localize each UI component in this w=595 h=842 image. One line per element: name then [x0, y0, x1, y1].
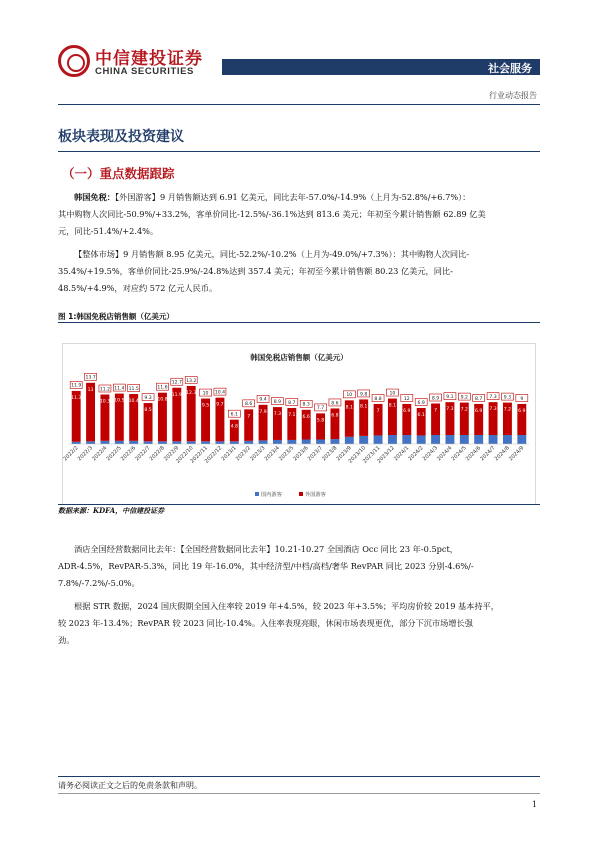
paragraph-korea-foreign: [58, 189, 540, 240]
x-tick-label: 2024/1: [393, 445, 411, 463]
data-label-foreign: 7: [376, 408, 380, 414]
x-tick-label: 2022/7: [134, 445, 152, 463]
data-label-total: 10: [202, 391, 209, 397]
data-label-foreign: 6.8: [331, 413, 339, 419]
paragraph-text: 【整体市场】9 月销售额 8.95 亿美元，同比-52.2%/-10.2%（上月为-49.0%/+7.3%）：其中购物人次同比-: [74, 249, 470, 259]
data-label-foreign: 7.3: [446, 407, 454, 413]
data-label-foreign: 10.4: [128, 399, 139, 405]
bar-domestic: [374, 435, 383, 444]
paragraph-text: 较 2023 年-13.4%；RevPAR 较 2023 同比-10.4%。入住率表现亮眼，休闲市场表现更优，部分下沉市场增长强: [58, 618, 473, 628]
legend-swatch-domestic: [255, 492, 259, 496]
data-label-foreign: 10.3: [99, 399, 111, 405]
data-label-foreign: 6.6: [302, 414, 310, 420]
bar-domestic: [273, 440, 282, 444]
paragraph-text: 其中购物人次同比-50.9%/+33.2%，客单价同比-12.5%/-36.1%达到 813.6 美元；年初至今累计销售额 62.89 亿美: [58, 209, 486, 219]
data-label-total: 9.4: [259, 397, 267, 403]
chart-title: 韩国免税店销售额（亿美元）: [250, 353, 348, 362]
data-label-total: 12: [403, 396, 410, 402]
bar-domestic: [330, 439, 339, 444]
data-label-total: 7.7: [316, 406, 325, 412]
x-tick-label: 2024/5: [450, 445, 468, 463]
data-label-foreign: 7.3: [489, 407, 497, 413]
subsection-title: （一）重点数据跟踪: [62, 166, 175, 181]
bar-domestic: [144, 441, 153, 444]
data-label-total: 11.9: [71, 383, 82, 389]
bar-domestic: [417, 435, 426, 444]
bar-domestic: [100, 441, 109, 444]
x-tick-label: 2023/2: [234, 445, 253, 463]
data-label-total: 6.9: [417, 400, 425, 406]
x-tick-label: 2023/9: [335, 445, 353, 463]
bar-foreign: [230, 420, 239, 442]
data-label-foreign: 10.5: [114, 398, 125, 404]
x-tick-label: 2023/11: [361, 445, 382, 465]
bar-domestic: [158, 441, 167, 444]
section-divider: [58, 151, 540, 152]
legend-label-domestic: 国内游客: [261, 492, 282, 498]
section-title: 板块表现及投资建议: [58, 129, 184, 145]
x-tick-label: 2023/4: [263, 445, 281, 463]
legend-swatch-foreign: [299, 492, 303, 496]
bar-domestic: [388, 435, 397, 444]
bar-domestic: [72, 442, 81, 444]
bar-domestic: [287, 440, 296, 444]
footer-divider-2: [58, 793, 540, 794]
data-label-foreign: 7.9: [259, 409, 267, 415]
bar-domestic: [359, 436, 368, 444]
x-tick-label: 2024/6: [464, 445, 483, 463]
x-tick-label: 2022/3: [76, 445, 94, 463]
x-tick-label: 2023/12: [376, 445, 396, 465]
figure-source: 数据来源：KDFA，中信建投证券: [58, 506, 165, 515]
data-label-total: 9.3: [503, 395, 512, 401]
data-label-total: 10: [389, 391, 396, 397]
data-label-total: 9.8: [360, 392, 368, 398]
data-label-foreign: 9.7: [216, 402, 224, 408]
paragraph-hotel-weekly: [58, 541, 540, 592]
data-label-foreign: 8.1: [360, 404, 368, 410]
x-tick-label: 2023/3: [249, 445, 267, 463]
bar-domestic: [259, 440, 268, 444]
bar-domestic: [474, 435, 483, 444]
bar-domestic: [172, 441, 181, 444]
data-label-total: 9.1: [446, 394, 454, 400]
data-label-foreign: 12.3: [186, 390, 197, 396]
x-tick-label: 2022/2: [63, 445, 80, 463]
figure-caption: 图 1:韩国免税店销售额（亿美元）: [58, 312, 174, 321]
bar-domestic: [460, 435, 469, 444]
x-tick-label: 2022/12: [203, 445, 224, 465]
bar-domestic: [316, 440, 325, 445]
data-label-total: 8.7: [288, 400, 296, 406]
logo-en-text: CHINA SECURITIES: [95, 66, 194, 77]
data-label-foreign: 6.9: [518, 408, 526, 414]
x-tick-label: 2022/5: [105, 445, 123, 463]
data-label-foreign: 8.1: [345, 405, 353, 411]
bar-domestic: [129, 441, 138, 444]
bar-domestic: [431, 435, 440, 444]
x-tick-label: 2022/10: [175, 445, 195, 465]
x-tick-label: 2022/11: [189, 445, 209, 465]
data-label-total: 7.3: [489, 394, 497, 400]
bar-domestic: [345, 437, 354, 444]
bar-domestic: [115, 441, 124, 444]
header-bar: [222, 59, 540, 75]
x-tick-label: 2022/9: [163, 445, 181, 463]
x-tick-label: 2023/10: [347, 445, 368, 465]
paragraph-text: ADR-4.5%，RevPAR-5.3%，同比 19 年-16.0%，其中经济型/中档/高档/奢华 RevPAR 同比 2023 分别-4.6%/-: [58, 561, 474, 571]
data-label-foreign: 7: [247, 414, 251, 420]
data-label-foreign: 10.8: [157, 397, 168, 403]
data-label-foreign: 6.9: [403, 408, 411, 414]
logo-cn-text: 中信建投证券: [95, 49, 203, 69]
paragraph-str-data: [58, 598, 540, 649]
data-label-total: 11.6: [157, 385, 168, 391]
bar-domestic: [302, 440, 311, 445]
data-label-total: 13.2: [186, 378, 197, 384]
header-divider: [58, 104, 540, 105]
x-tick-label: 2023/1: [220, 445, 238, 463]
data-label-foreign: 7.3: [273, 412, 282, 418]
data-label-total: 9.2: [460, 395, 468, 401]
data-label-total: 6.1: [230, 412, 238, 418]
data-label-total: 11.5: [128, 386, 139, 392]
data-label-total: 8.7: [475, 396, 483, 402]
bar-domestic: [402, 435, 411, 444]
x-tick-label: 2023/6: [292, 445, 310, 463]
data-label-total: 8.9: [273, 399, 282, 405]
data-label-foreign: 8.1: [388, 403, 397, 409]
duty-free-sales-chart: [63, 344, 535, 504]
data-label-total: 8.3: [302, 402, 310, 408]
data-label-total: 11.4: [114, 386, 125, 392]
x-tick-label: 2022/8: [148, 445, 166, 463]
x-tick-label: 2022/6: [119, 445, 138, 463]
bar-foreign: [316, 413, 325, 439]
data-label-foreign: 6.1: [417, 413, 425, 418]
paragraph-text: 7.8%/-7.2%/-5.0%。: [58, 578, 140, 588]
x-tick-label: 2022/4: [91, 445, 109, 463]
data-label-total: 8.8: [374, 396, 382, 402]
data-label-foreign: 7: [434, 408, 438, 414]
data-label-foreign: 7.1: [288, 413, 296, 418]
data-label-total: 9: [520, 396, 524, 402]
data-label-foreign: 4.8: [230, 424, 238, 430]
footer-divider: [58, 776, 540, 777]
data-label-total: 8.6: [331, 401, 339, 407]
data-label-total: 9.3: [144, 395, 152, 401]
bar-domestic: [244, 441, 253, 444]
data-label-foreign: 6.9: [475, 408, 483, 414]
bar-domestic: [517, 435, 526, 444]
x-tick-label: 2024/3: [421, 445, 439, 463]
page-number: 1: [531, 800, 537, 809]
data-label-foreign: 11.9: [171, 392, 182, 398]
data-label-foreign: 13: [87, 387, 94, 393]
data-label-total: 10: [346, 393, 353, 399]
x-tick-label: 2023/5: [278, 445, 296, 463]
legend-label-foreign: 外国游客: [305, 492, 326, 498]
paragraph-lead: 韩国免税：: [74, 192, 115, 202]
bar-domestic: [215, 441, 224, 444]
paragraph-text: 根据 STR 数据，2024 国庆假期全国入住率较 2019 年+4.5%，较 2023 年+3.5%；平均房价较 2019 基本持平，: [74, 601, 499, 611]
data-label-foreign: 7.2: [503, 407, 512, 413]
x-tick-label: 2023/7: [306, 445, 324, 463]
x-tick-label: 2024/8: [493, 445, 511, 463]
data-label-total: 12.7: [171, 380, 182, 386]
data-label-total: 8.6: [245, 402, 253, 408]
data-label-total: 8.9: [431, 396, 440, 402]
x-tick-label: 2024/9: [508, 445, 526, 463]
paragraph-text: 元，同比-51.4%/+2.4%。: [58, 226, 159, 236]
chart-container: [62, 343, 536, 505]
data-label-foreign: 7.2: [460, 407, 468, 413]
figure-bottom-rule: [58, 504, 540, 505]
data-label-total: 13.7: [85, 375, 96, 381]
data-label-foreign: 11.3: [71, 395, 82, 401]
report-type: 行业动态报告: [489, 91, 537, 100]
bar-domestic: [86, 441, 95, 444]
paragraph-text: 48.5%/+4.9%，对应约 572 亿元人民币。: [58, 283, 218, 293]
bar-domestic: [503, 435, 512, 444]
paragraph-text: 劲。: [58, 635, 75, 645]
x-tick-label: 2023/8: [321, 445, 339, 463]
paragraph-korea-overall: [58, 246, 540, 297]
x-tick-label: 2024/2: [407, 445, 425, 463]
bar-domestic: [445, 435, 454, 444]
data-label-total: 10.4: [214, 390, 226, 396]
bar-domestic: [489, 435, 498, 444]
paragraph-text: 35.4%/+19.5%，客单价同比-25.9%/-24.8%达到 357.4 美元；年初至今累计销售额 80.23 亿美元，同比-: [58, 266, 453, 276]
data-label-foreign: 5.8: [316, 418, 325, 424]
x-tick-label: 2024/7: [479, 445, 497, 463]
disclaimer-text: 请务必阅读正文之后的免责条款和声明。: [58, 781, 202, 790]
bar-domestic: [187, 441, 196, 444]
figure-top-rule: [58, 322, 540, 323]
bar-domestic: [230, 441, 239, 444]
paragraph-text: 酒店全国经营数据同比去年：【全国经营数据同比去年】10.21-10.27 全国酒店 Occ 同比 23 年-0.5pct，: [74, 544, 458, 554]
data-label-foreign: 8.5: [144, 408, 152, 414]
x-tick-label: 2024/4: [436, 445, 454, 463]
data-label-foreign: 9.5: [201, 403, 210, 409]
paragraph-text: 【外国游客】9 月销售额达到 6.91 亿美元，同比去年-57.0%/-14.9%（上月为-52.8%/+6.7%）：: [114, 192, 471, 202]
bar-domestic: [201, 441, 210, 444]
company-logo-icon: [58, 45, 90, 77]
industry-category: 社会服务: [488, 62, 532, 75]
data-label-total: 11.2: [99, 387, 111, 393]
